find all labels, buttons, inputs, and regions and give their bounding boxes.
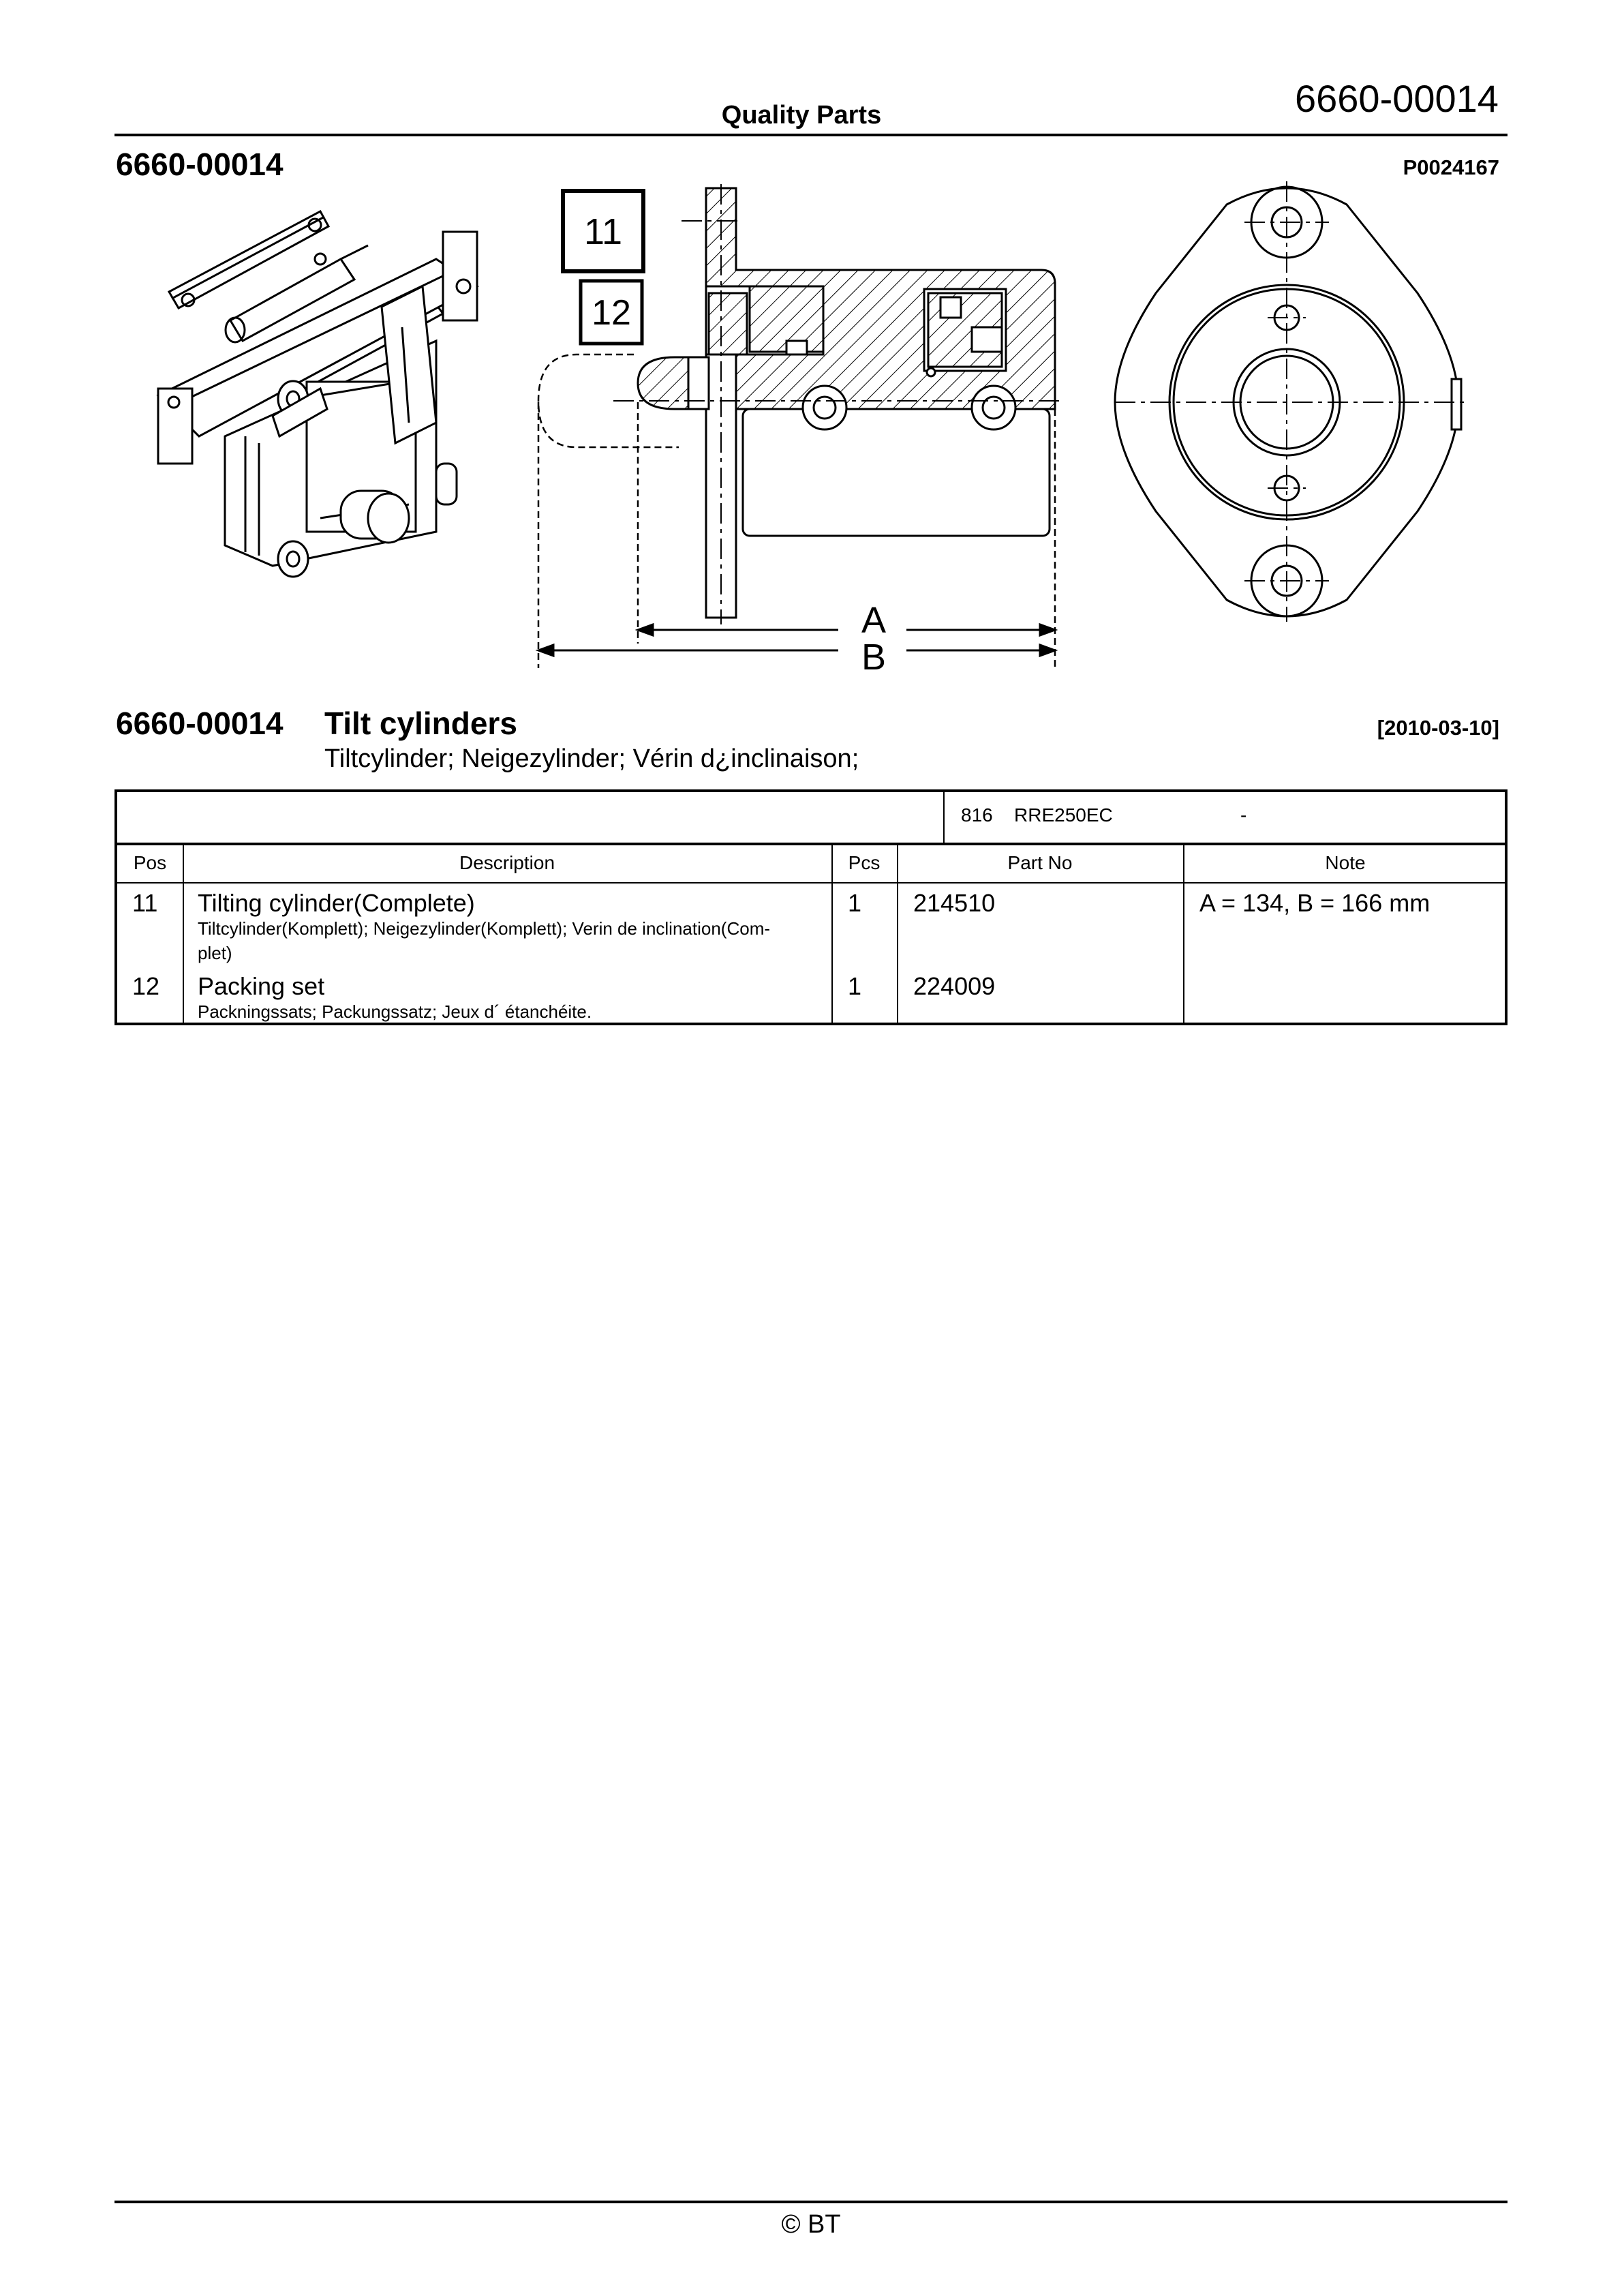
row-translations: Tiltcylinder(Komplett); Neigezylinder(Komplett); Verin de inclination(Com- [198, 918, 771, 939]
row-translations: Packningssats; Packungssatz; Jeux d´ étanchéite. [198, 1001, 592, 1022]
callout-box-11 [563, 191, 643, 271]
table-section-id: 6660-00014 [116, 706, 284, 741]
model-row [117, 792, 1505, 845]
cylinder-cross-section [638, 188, 1055, 618]
table-title: Tilt cylinders [324, 706, 517, 741]
row-part-no: 224009 [913, 972, 996, 1000]
column-header-part-no: Part No [1007, 852, 1073, 873]
dimension-label-b: B [861, 637, 887, 678]
column-divider [831, 843, 833, 1025]
dimension-a [638, 624, 1055, 635]
row-pos: 11 [132, 889, 158, 917]
row-pcs: 1 [848, 889, 862, 917]
callout-label-12: 12 [592, 293, 631, 333]
callout-box-12 [581, 281, 642, 344]
row-translations-continued: plet) [198, 943, 232, 963]
header-part-number: 6660-00014 [1295, 77, 1499, 120]
row-pcs: 1 [848, 972, 862, 1000]
drawing-reference: P0024167 [1403, 155, 1499, 179]
section-id: 6660-00014 [116, 147, 284, 182]
header-title: Quality Parts [721, 101, 882, 130]
column-header-description: Description [459, 852, 555, 873]
row-part-no: 214510 [913, 889, 996, 917]
model-range: - [1240, 804, 1247, 826]
column-header-note: Note [1325, 852, 1366, 873]
dimension-b [538, 645, 1055, 656]
footer-rule [114, 2201, 1508, 2203]
column-divider [897, 843, 898, 1025]
technical-drawing [0, 0, 1622, 689]
dimension-label-a: A [861, 600, 887, 641]
row-note: A = 134, B = 166 mm [1199, 889, 1430, 917]
column-header-pcs: Pcs [848, 852, 881, 873]
row-description: Tilting cylinder(Complete) [198, 889, 475, 917]
model-row-divider [943, 792, 945, 843]
column-header-pos: Pos [133, 852, 167, 873]
column-divider [183, 843, 184, 1025]
row-description: Packing set [198, 972, 325, 1000]
column-divider [1183, 843, 1184, 1025]
model-code: 816 [961, 804, 993, 826]
callout-label-11: 11 [583, 211, 623, 252]
assembly-illustration [158, 211, 477, 577]
table-subtitle: Tiltcylinder; Neigezylinder; Vérin d¿inclinaison; [324, 744, 859, 773]
table-date: [2010-03-10] [1377, 716, 1499, 740]
parts-table [114, 789, 1508, 1025]
table-header-row [117, 843, 1505, 884]
model-name: RRE250EC [1014, 804, 1113, 826]
row-pos: 12 [132, 972, 160, 1000]
footer-copyright: © BT [781, 2210, 841, 2239]
